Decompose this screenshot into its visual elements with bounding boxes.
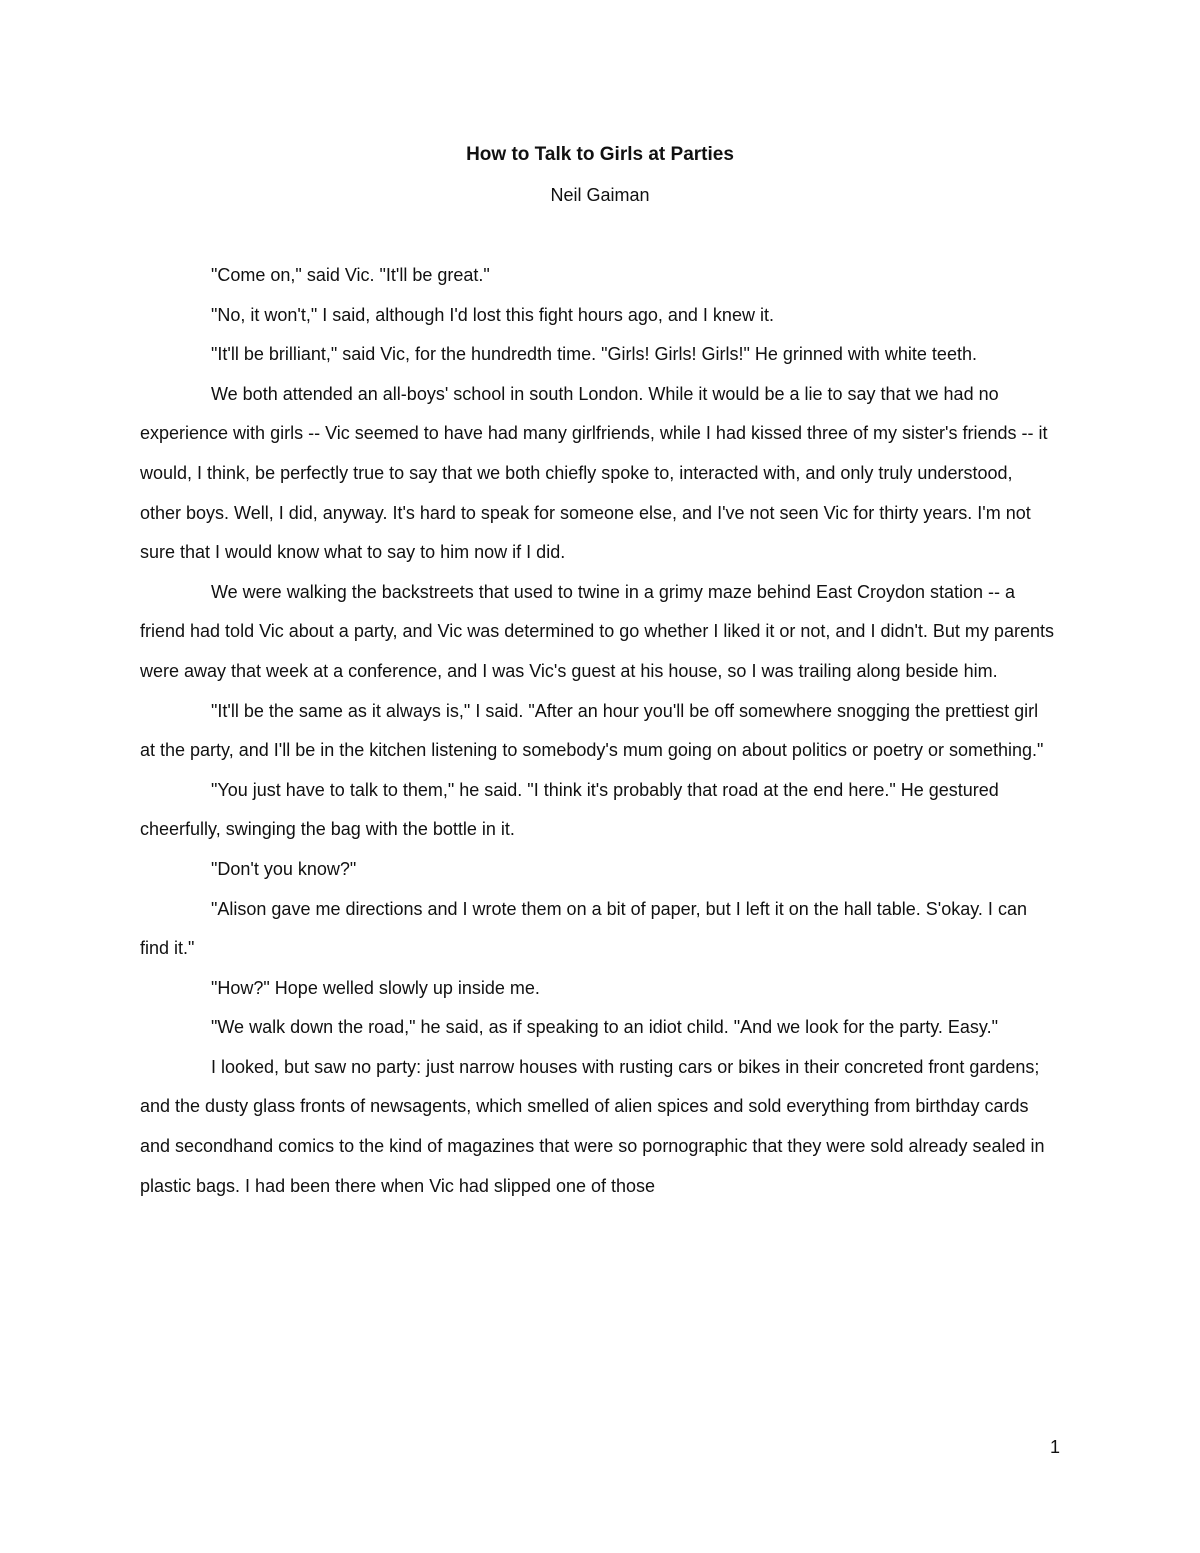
page-number: 1 (1049, 1437, 1060, 1457)
paragraph: "Alison gave me directions and I wrote them on a bit of paper, but I left it on the hall table. S'okay. I can find it." (140, 898, 1027, 959)
paragraph: "No, it won't," I said, although I'd lost this fight hours ago, and I knew it. (211, 304, 774, 325)
paragraph: We were walking the backstreets that used to twine in a grimy maze behind East Croydon station -- a friend had told Vic about a party, and Vic was determined to go whether I liked it or not, and I didn't. But my parents were away that week at a conference, and I was Vic's guest at his house, so I was trailing along beside him. (140, 581, 1054, 681)
paragraph: "Come on," said Vic. "It'll be great." (211, 265, 490, 285)
document-title: How to Talk to Girls at Parties (466, 144, 734, 165)
paragraph: "It'll be the same as it always is," I said. "After an hour you'll be off somewhere snogging the prettiest girl at the party, and I'll be in the kitchen listening to somebody's mum going on about politics or poetry or something." (140, 700, 1044, 761)
document-author: Neil Gaiman (550, 185, 650, 205)
document-body (140, 256, 1058, 1206)
paragraph: I looked, but saw no party: just narrow houses with rusting cars or bikes in their concreted front gardens; and the dusty glass fronts of newsagents, which smelled of alien spices and sold everything from birthday cards and secondhand comics to the kind of magazines that were so pornographic that they were sold already sealed in plastic bags. I had been there when Vic had slipped one of those (140, 1056, 1045, 1196)
paragraph: "How?" Hope welled slowly up inside me. (211, 977, 540, 998)
paragraph: "We walk down the road," he said, as if speaking to an idiot child. "And we look for the party. Easy." (211, 1017, 998, 1038)
paragraph: We both attended an all-boys' school in south London. While it would be a lie to say that we had no experience with girls -- Vic seemed to have had many girlfriends, while I had kissed three of my sister's friends -- it would, I think, be perfectly true to say that we both chiefly spoke to, interacted with, and only truly understood, other boys. Well, I did, anyway. It's hard to speak for someone else, and I've not seen Vic for thirty years. I'm not sure that I would know what to say to him now if I did. (140, 383, 1048, 563)
paragraph: "You just have to talk to them," he said. "I think it's probably that road at the end here." He gestured cheerfully, swinging the bag with the bottle in it. (140, 779, 999, 840)
paragraph: "It'll be brilliant," said Vic, for the hundredth time. "Girls! Girls! Girls!" He grinned with white teeth. (211, 344, 977, 365)
paragraph: "Don't you know?" (211, 858, 357, 879)
